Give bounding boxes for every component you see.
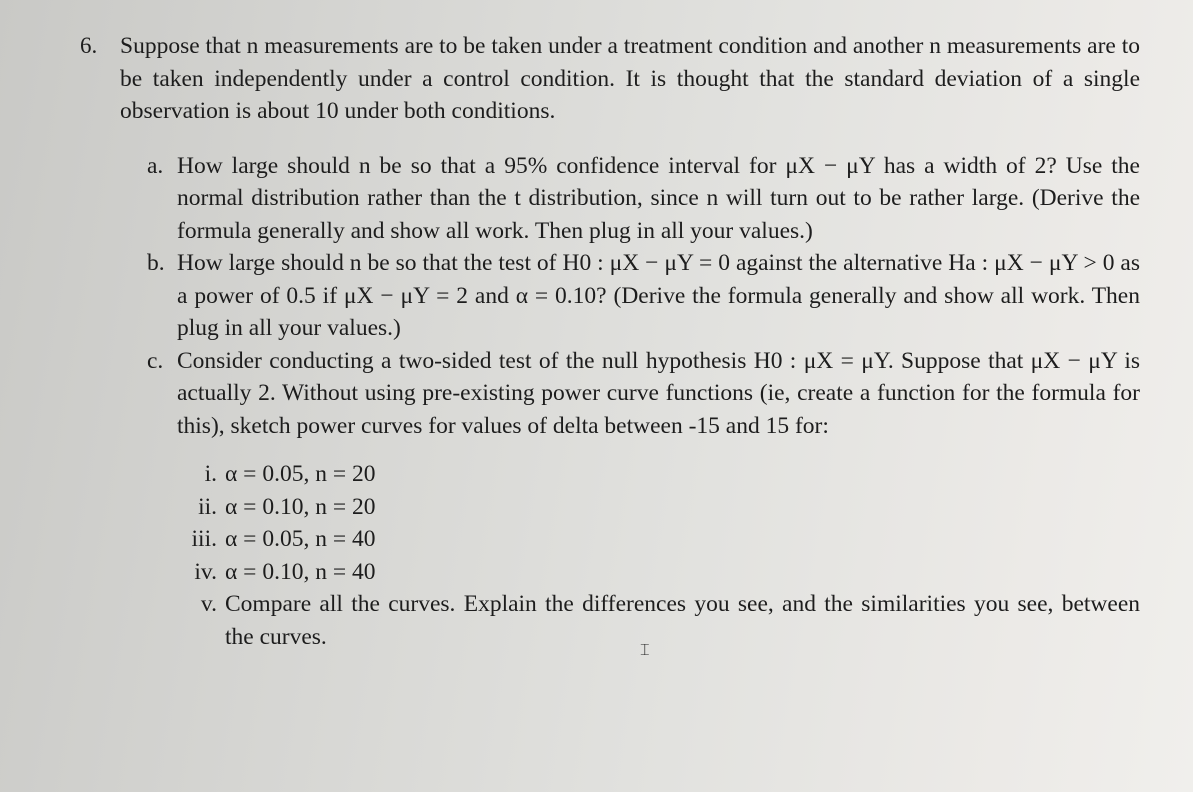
part-b-label: b. [147, 250, 165, 276]
part-b [147, 247, 1140, 345]
subpart-v-text: Compare all the curves. Explain the differences you see, and the similarities you see, between the curves. [225, 591, 1140, 650]
part-a-text: How large should n be so that a 95% confidence interval for μX − μY has a width of 2? Use the normal distribution rather than the t distribution, since n will turn out to be rather large. (Derive the formula generally and show all work. Then plug in all your values.) [177, 152, 1140, 244]
part-b-text: How large should n be so that the test of H0 : μX − μY = 0 against the alternative Ha : μX − μY > 0 as a power of 0.5 if μX − μY = 2 and α = 0.10? (Derive the formula generally and show all work. Then plug in all your values.) [177, 250, 1140, 341]
subpart-v [200, 588, 1140, 653]
subpart-ii-label: ii. [198, 493, 217, 520]
subpart-i [204, 458, 1140, 491]
subpart-iv-label: iv. [194, 558, 217, 585]
problem-6 [80, 30, 1140, 653]
problem-parts [147, 150, 1140, 654]
subpart-i-label: i. [204, 461, 217, 487]
subpart-ii [198, 491, 1140, 524]
subpart-iv-text: α = 0.10, n = 40 [225, 558, 376, 585]
subpart-ii-text: α = 0.10, n = 20 [225, 493, 376, 520]
part-c-label: c. [147, 347, 164, 374]
problem-number: 6. [80, 33, 98, 58]
subpart-v-label: v. [200, 591, 217, 617]
part-c-text: Consider conducting a two-sided test of the null hypothesis H0 : μX = μY. Suppose that μX − μY is actually 2. Without using pre-existing power curve functions (ie, create a function for the formula for this), sketch power curves for values of delta between -15 and 15 for: [177, 347, 1140, 439]
text-cursor-icon: ⌶ [640, 640, 650, 659]
subpart-iii [191, 523, 1140, 556]
subpart-iv [194, 556, 1140, 589]
subpart-iii-text: α = 0.05, n = 40 [225, 526, 376, 552]
part-c [147, 345, 1140, 443]
part-a-label: a. [147, 152, 164, 179]
subpart-iii-label: iii. [191, 526, 217, 552]
subpart-i-text: α = 0.05, n = 20 [225, 461, 376, 487]
problem-stem: Suppose that n measurements are to be taken under a treatment condition and another n measurements are to be taken independently under a control condition. It is thought that the standard deviation of a single observation is about 10 under both conditions. [120, 33, 1140, 124]
part-c-subparts [191, 458, 1140, 653]
part-a [147, 150, 1140, 248]
